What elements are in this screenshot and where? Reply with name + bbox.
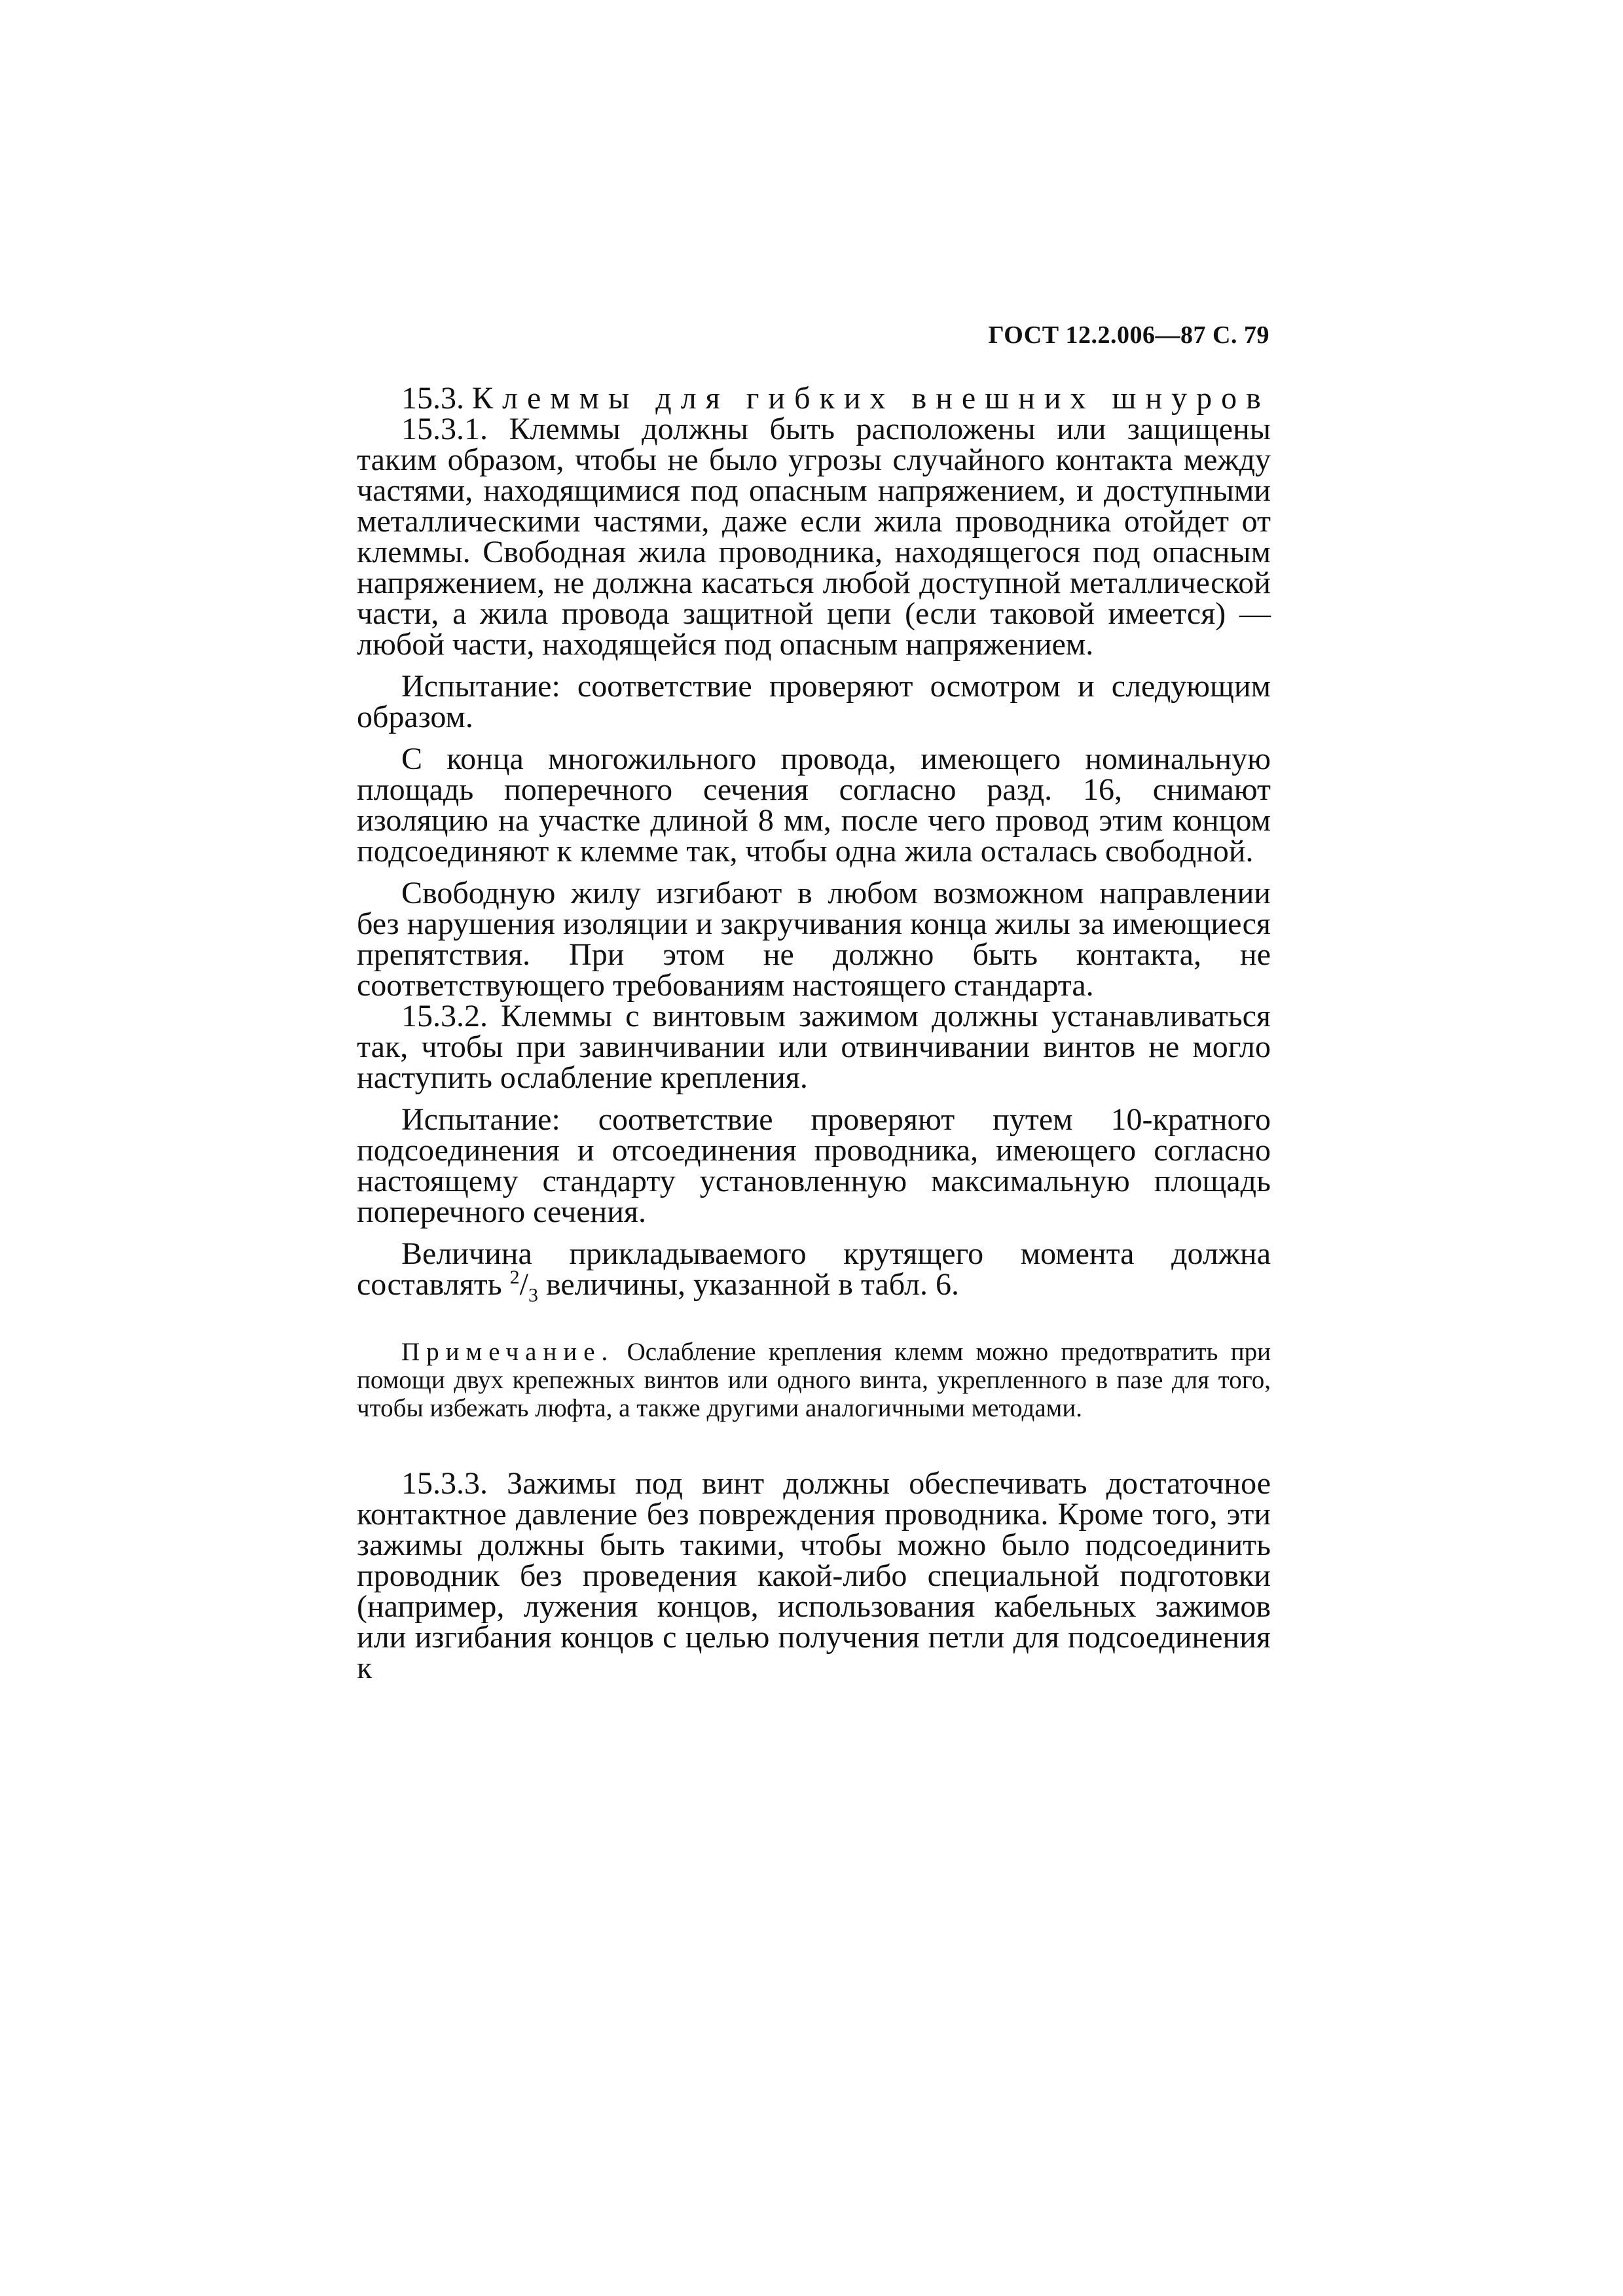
paragraph-test-intro: Испытание: соответствие проверяют осмотром и следующим образом.: [357, 669, 1271, 734]
paragraph-15-3-2: 15.3.2. Клеммы с винтовым зажимом должны устанавливаться так, чтобы при завинчивании или отвинчивании винтов не могло наступить ослабление крепления.: [357, 999, 1271, 1095]
paragraph-test-screw: Испытание: соответствие проверяют путем 10-кратного подсоединения и отсоединения проводника, имеющего согласно настоящему стандарту установленную максимальную площадь поперечного сечения.: [357, 1102, 1271, 1229]
document-body: [357, 383, 1271, 1683]
note-text: Ослабление крепления клемм можно предотвратить при помощи двух крепежных винтов или одного винта, укрепленного в пазе для того, чтобы избежать люфта, а также другими аналогичными методами.: [357, 1338, 1271, 1422]
fraction-numerator: 2: [509, 1266, 520, 1288]
fraction-denominator: 3: [528, 1284, 538, 1306]
torque-text-start: Величина прикладываемого крутящего момента должна составлять: [357, 1236, 1271, 1302]
section-heading: [357, 383, 1271, 414]
paragraph-test-procedure: С конца многожильного провода, имеющего номинальную площадь поперечного сечения согласно разд. 16, снимают изоляцию на участке длиной 8 мм, после чего провод этим концом подсоединяют к клемме так, чтобы одна жила осталась свободной.: [357, 742, 1271, 869]
paragraph-free-wire: Свободную жилу изгибают в любом возможном направлении без нарушения изоляции и закручивания конца жилы за имеющиеся препятствия. При этом не должно быть контакта, не соответствующего требованиям настоящего стандарта.: [357, 876, 1271, 1003]
paragraph-15-3-3: 15.3.3. Зажимы под винт должны обеспечивать достаточное контактное давление без повреждения проводника. Кроме того, эти зажимы должны быть такими, чтобы можно было подсоединить проводник без проведения какой-либо специальной подготовки (например, лужения концов, использования кабельных зажимов или изгибания концов с целью получения петли для подсоединения к: [357, 1466, 1271, 1685]
torque-text-end: величины, указанной в табл. 6.: [538, 1267, 959, 1302]
page-header: ГОСТ 12.2.006—87 С. 79: [988, 321, 1269, 349]
paragraph-15-3-1: 15.3.1. Клеммы должны быть расположены или защищены таким образом, чтобы не было угрозы случайного контакта между частями, находящимися под опасным напряжением, и доступными металлическими частями, даже если жила проводника отойдет от клеммы. Свободная жила проводника, находящегося под опасным напряжением, не должна касаться любой доступной металлической части, а жила провода защитной цепи (если таковой имеется) — любой части, находящейся под опасным напряжением.: [357, 412, 1271, 662]
section-number: 15.3.: [401, 381, 464, 416]
note-label: Примечание.: [401, 1338, 615, 1366]
section-title: Клеммы для гибких внешних шнуров: [472, 381, 1270, 416]
paragraph-torque: [357, 1236, 1271, 1306]
note-paragraph: [357, 1338, 1271, 1422]
fraction-slash: /: [519, 1267, 528, 1302]
